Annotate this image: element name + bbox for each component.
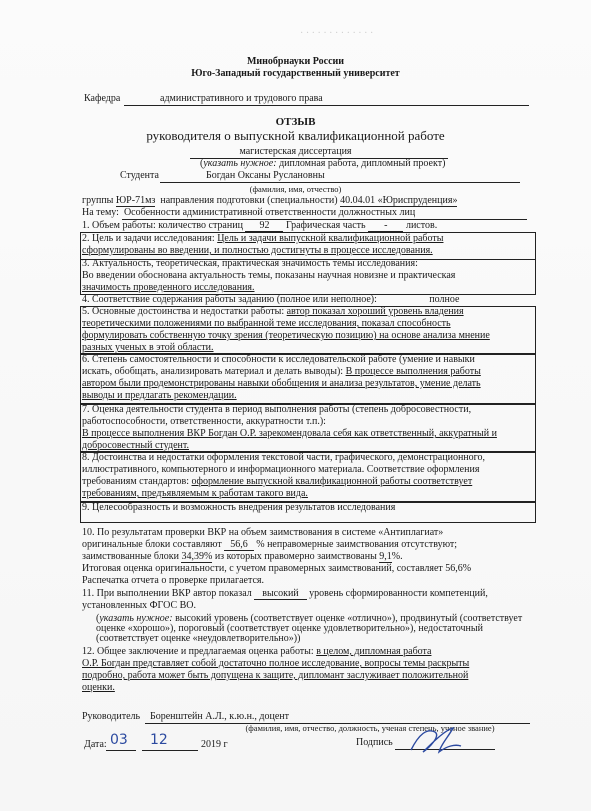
item-11-competencies: 11. При выполнении ВКР автор показал высокий уровень сформированности компетенций, установленных ФГОС ВО.	[82, 588, 488, 611]
date-day: 03	[110, 732, 128, 748]
theme-line: На тему: Особенности административной ответственности должностных лиц	[82, 207, 416, 218]
student-caption: (фамилия, имя, отчество)	[249, 184, 342, 194]
item-6-independence: 6. Степень самостоятельности и способности к исследовательской работе (умение и навыки искать, обобщать, анализировать материал и делать выводы): В процессе выполнения работы автором были продемонстрированы навыки обобщения и анализа результатов, умение делать выводы и предлагать рекомендации.	[82, 354, 481, 401]
university-name: Юго-Западный государственный университет	[191, 68, 400, 79]
supervisor-label: Руководитель	[82, 711, 141, 722]
department-label: Кафедра	[84, 93, 121, 104]
date-label: Дата:	[84, 739, 107, 750]
department-underline	[124, 105, 529, 106]
signature-label: Подпись	[356, 737, 393, 748]
item-10-plagiarism: 10. По результатам проверки ВКР на объем заимствования в системе «Антиплагиат» оригинальные блоки составляют 56,6 % неправомерные заимствования отсутствуют; заимствованные блоки 34,39% из которых правомерно заимствованы 9,1%. Итоговая оценка оригинальности, с учетом правомерных заимствований, составляет 56,6% Распечатка отчета о проверке прилагается.	[82, 527, 472, 586]
supervisor-name: Боренштейн А.Л., к.ю.н., доцент	[150, 711, 290, 722]
item-8-formatting: 8. Достоинства и недостатки оформления текстовой части, графического, демонстрационного, иллюстративного, компьютерного и информационного материала. Соответствие оформления требованиям стандартов: оформление выпускной квалификационной работы соответствует требованиям, предъявляемым к работам такого вида.	[82, 452, 486, 499]
item-1-volume: 1. Объем работы: количество страниц 92 Графическая часть - листов.	[82, 220, 438, 231]
item-9-implementation: 9. Целесообразность и возможность внедрения результатов исследования	[82, 502, 396, 513]
handwritten-signature-icon	[405, 722, 465, 758]
department-value: административного и трудового права	[160, 93, 323, 104]
work-type-value: магистерская диссертация	[239, 146, 352, 157]
item-2-goal: 2. Цель и задачи исследования: Цель и задачи выпускной квалификационной работы сформулированы во введении, и полностью достигнуты в процессе исследования.	[82, 233, 444, 256]
item-5-merits: 5. Основные достоинства и недостатки работы: автор показал хороший уровень владения теоретическими положениями по выбранной теме исследования, показал способность формулировать собственную точку зрения (теоретическую позицию) на основе анализа мнение разных ученых в этой области.	[82, 306, 490, 353]
item-3-relevance: 3. Актуальность, теоретическая, практическая значимость темы исследования: Во введении обоснована актуальность темы, показаны научная новизне и практическая значимость проведенного исследования.	[82, 258, 456, 293]
document-subtitle: руководителя о выпускной квалификационной работе	[146, 128, 445, 143]
item-11-hint: (указать нужное: высокий уровень (соответствует оценке «отлично»), продвинутый (соответствует оценке «хорошо»), пороговый (соответствует оценке удовлетворительно»), недостаточный (соответствует оценке «неудовлетворительно»))	[96, 613, 523, 644]
document-title: ОТЗЫВ	[275, 116, 316, 128]
supervisor-caption: (фамилия, имя, отчество, должность, ученая степень, ученое звание)	[245, 723, 495, 733]
date-month: 12	[150, 732, 168, 748]
item-4-compliance: 4. Соответствие содержания работы заданию (полное или неполное): полное	[82, 294, 460, 305]
date-year: 2019 г	[201, 739, 228, 750]
bleed-through-text: · · · · · · · · · · · · ·	[300, 28, 374, 39]
group-line: группы ЮР-71мз направления подготовки (специальности) 40.04.01 «Юриспруденция»	[82, 195, 458, 206]
item-7-activity: 7. Оценка деятельности студента в период выполнения работы (степень добросовестности, работоспособности, ответственности, аккуратности т.п.): В процессе выполнения ВКР Богдан О.Р. зарекомендовала себя как ответственный, аккуратный и добросовестный студент.	[82, 404, 497, 451]
ministry-name: Минобрнауки России	[246, 56, 345, 67]
date-day-underline	[106, 750, 136, 751]
student-label: Студента	[120, 170, 159, 181]
date-month-underline	[142, 750, 198, 751]
work-type-hint: (указать нужное: дипломная работа, дипломный проект)	[200, 158, 446, 169]
item-12-conclusion: 12. Общее заключение и предлагаемая оценка работы: в целом, дипломная работа О.Р. Богдан представляет собой достаточно полное исследование, вопросы темы раскрыты подробно, работа может быть допущена к защите, дипломант заслуживает положительной оценки.	[82, 646, 470, 693]
student-name: Богдан Оксаны Руслановны	[206, 170, 325, 181]
